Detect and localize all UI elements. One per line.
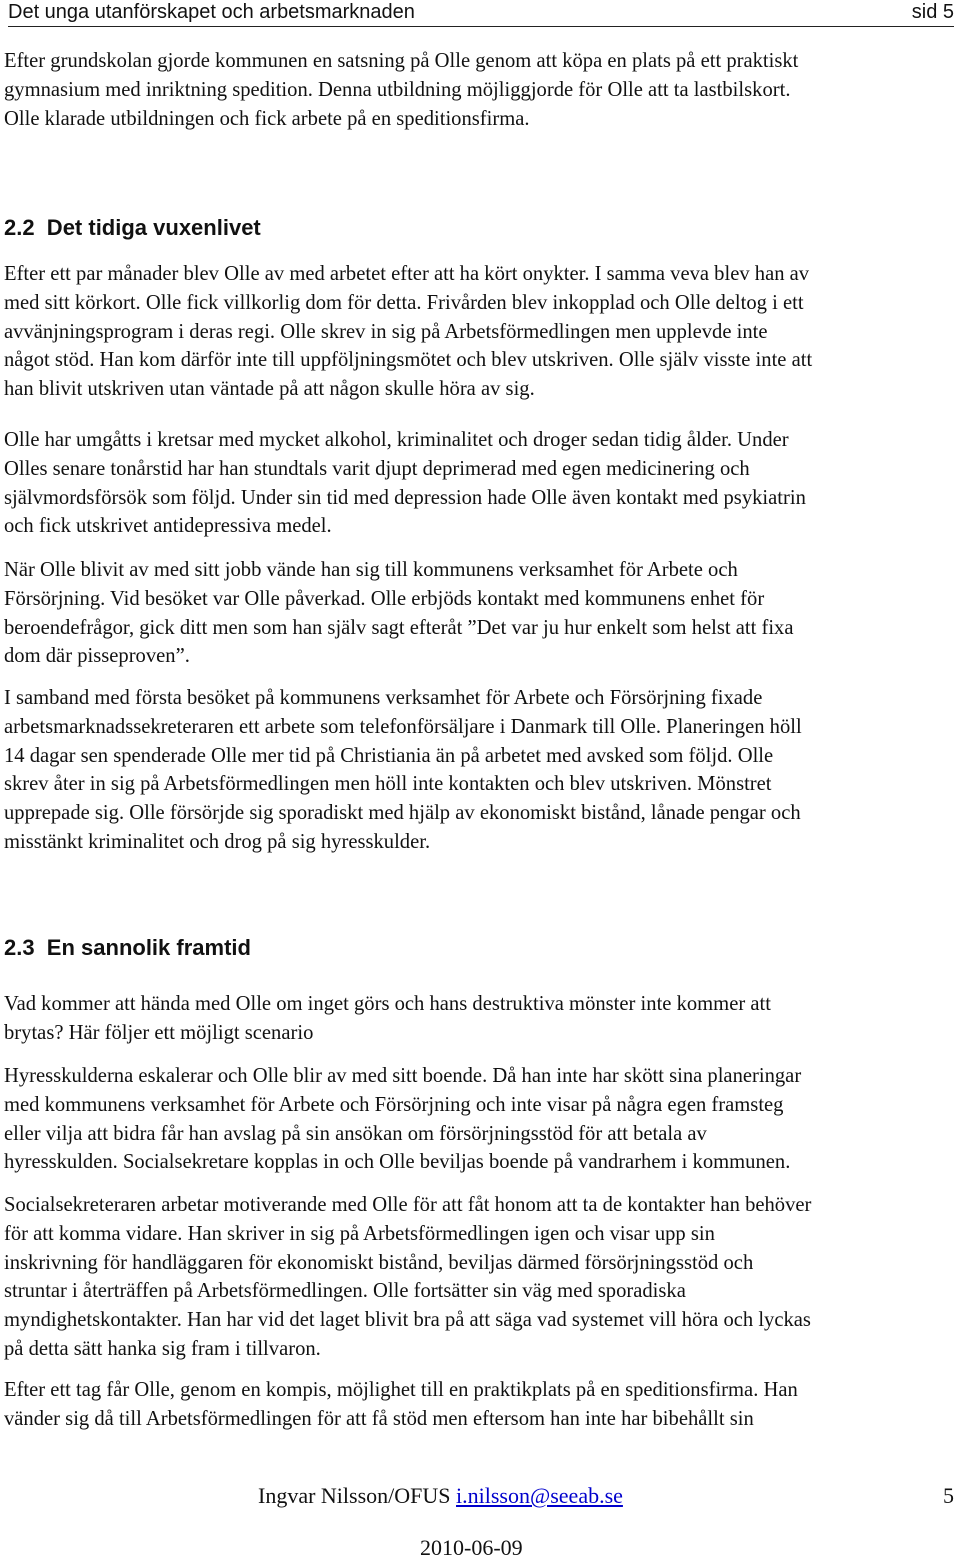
intro-block [4, 47, 958, 133]
header-page: sid 5 [911, 1, 954, 23]
paragraph-2-3-3: Socialsekreteraren arbetar motiverande med Olle för att fåt honom att ta de kontakter han behöver för att komma vidare. Han skriver in sig på Arbetsförmedlingen igen och visar upp sin inskrivning för handläggaren för ekonomiskt bistånd, beviljas därmed försörjningsstöd och struntar i återträffen på Arbetsförmedlingen. Olle fortsätter sin väg med sporadiska myndighetskontakter. Han har vid det laget blivit bra på att säga vad systemet vill höra och lyckas på detta sätt hanka sig fram i tillvaron. [4, 1194, 812, 1360]
paragraph-block-2-2-2 [4, 426, 958, 541]
header-title: Det unga utanförskapet och arbetsmarknaden [8, 1, 415, 23]
paragraph-2-2-4: I samband med första besöket på kommunens verksamhet för Arbete och Försörjning fixade arbetsmarknadssekreteraren ett arbete som telefonförsäljare i Danmark till Olle. Planeringen höll 14 dagar sen spenderade Olle mer tid på Christiania än på arbetet med avsked som följd. Olle skrev åter in sig på Arbetsförmedlingen men höll inte kontakten och blev utskriven. Mönstret upprepade sig. Olle försörjde sig sporadiskt med hjälp av ekonomiskt bistånd, lånade pengar och misstänkt kriminalitet och drog på sig hyresskulder. [4, 687, 802, 853]
paragraph-block-2-3-2 [4, 1062, 958, 1177]
paragraph-block-2-3-3 [4, 1191, 958, 1364]
footer-author-line [258, 1482, 623, 1510]
footer-author: Ingvar Nilsson/OFUS [258, 1483, 451, 1508]
footer-page-number: 5 [943, 1483, 954, 1508]
paragraph-2-2-1: Efter ett par månader blev Olle av med arbetet efter att ha kört onykter. I samma veva blev han av med sitt körkort. Olle fick villkorlig dom för detta. Frivården blev inkopplad och Olle deltog i ett avvänjningsprogram i deras regi. Olle skrev in sig på Arbetsförmedlingen men upplevde inte något stöd. Han kom därför inte till uppföljningsmötet och blev utskriven. Olle själv visste inte att han blivit utskriven utan väntade på att någon skulle höra av sig. [4, 263, 813, 401]
intro-paragraph: Efter grundskolan gjorde kommunen en satsning på Olle genom att köpa en plats på ett praktiskt gymnasium med inriktning spedition. Denna utbildning möjliggjorde för Olle att ta lastbilskort. Olle klarade utbildningen och fick arbete på en speditionsfirma. [4, 50, 799, 130]
footer-date: 2010-06-09 [420, 1535, 523, 1560]
paragraph-2-3-4: Efter ett tag får Olle, genom en kompis, möjlighet till en praktikplats på en speditionsfirma. Han vänder sig då till Arbetsförmedlingen för att få stöd men eftersom han inte har bibehållt sin [4, 1379, 798, 1430]
paragraph-block-2-2-4 [4, 684, 958, 857]
section-heading-2-3: 2.3 En sannolik framtid [4, 935, 251, 960]
section-heading-2-2: 2.2 Det tidiga vuxenlivet [4, 215, 261, 240]
paragraph-2-3-2: Hyresskulderna eskalerar och Olle blir av med sitt boende. Då han inte har skött sina planeringar med kommunens verksamhet för Arbete och Försörjning och inte visar på några egen framsteg eller vilja att bidra får han avslag på sin ansökan om försörjningsstöd för att betala av hyresskulden. Socialsekretare kopplas in och Olle beviljas boende på vandrarhem i kommunen. [4, 1065, 802, 1174]
paragraph-block-2-3-4 [4, 1376, 958, 1434]
section-2-2-body [4, 260, 958, 404]
paragraph-2-2-3: När Olle blivit av med sitt jobb vände han sig till kommunens verksamhet för Arbete och Försörjning. Vid besöket var Olle påverkad. Olle erbjöds kontakt med kommunens enhet för beroendefrågor, gick ditt men som han själv sagt efteråt ”Det var ju hur enkelt som helst att fixa dom där pisseproven”. [4, 559, 794, 668]
paragraph-block-2-2-3 [4, 556, 958, 671]
paragraph-2-2-2: Olle har umgåtts i kretsar med mycket alkohol, kriminalitet och droger sedan tidig ålder. Under Olles senare tonårstid har han stundtals varit djupt deprimerad med egen medicinering och självmordsförsök som följd. Under sin tid med depression hade Olle även kontakt med psykiatrin och fick utskrivet antidepressiva medel. [4, 429, 806, 538]
section-2-2 [4, 214, 958, 242]
section-2-3 [4, 934, 958, 962]
page-header [8, 0, 954, 27]
paragraph-2-3-1: Vad kommer att hända med Olle om inget görs och hans destruktiva mönster inte kommer att brytas? Här följer ett möjligt scenario [4, 993, 771, 1044]
paragraph-block-2-3-1 [4, 990, 958, 1048]
footer-email-link[interactable]: i.nilsson@seeab.se [456, 1483, 623, 1508]
